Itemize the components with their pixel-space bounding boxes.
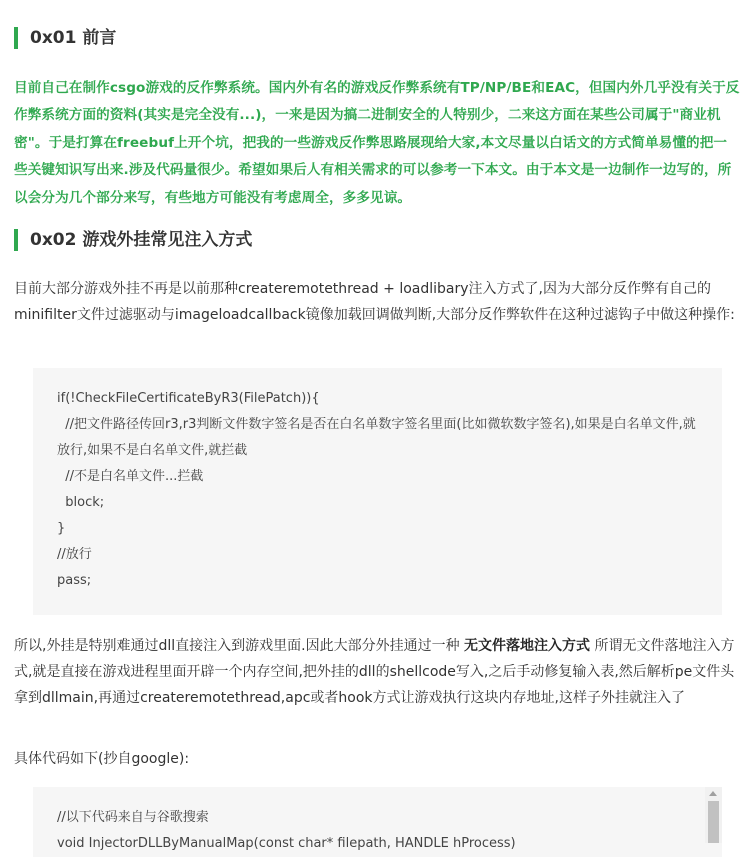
- fileless-text-before: 所以,外挂是特别难通过dll直接注入到游戏里面.因此大部分外挂通过一种: [14, 638, 465, 654]
- injection-paragraph: 目前大部分游戏外挂不再是以前那种createremotethread + loadlibary注入方式了,因为大部分反作弊有自己的minifilter文件过滤驱动与imageloadcallback镜像加载回调做判断,大部分反作弊软件在这种过滤钩子中做这种操作:: [14, 281, 735, 323]
- code-block-manual-map: [33, 787, 722, 857]
- code-block-filter: [33, 368, 722, 615]
- fileless-term: 无文件落地注入方式: [464, 638, 591, 654]
- code-line: }: [57, 521, 66, 536]
- code-line: //放行: [57, 547, 92, 562]
- code-line: if(!CheckFileCertificateByR3(FilePatch)){: [57, 391, 320, 406]
- code-line: //把文件路径传回r3,r3判断文件数字签名是否在白名单数字签名里面(比如微软数字签名),如果是白名单文件,就放行,如果不是白名单文件,就拦截: [57, 417, 696, 458]
- code-line: pass;: [57, 573, 92, 588]
- code-line: //以下代码来自与谷歌搜索: [57, 810, 209, 825]
- code-line: void InjectorDLLByManualMap(const char* filepath, HANDLE hProcess): [57, 836, 516, 851]
- section-heading-injection-methods: 0x02 游戏外挂常见注入方式: [14, 229, 252, 251]
- code-line: block;: [57, 495, 105, 510]
- intro-paragraph: 目前自己在制作csgo游戏的反作弊系统。国内外有名的游戏反作弊系统有TP/NP/BE和EAC，但国内外几乎没有关于反作弊系统方面的资料(其实是完全没有...)，一来是因为搞二进制安全的人特别少，二来这方面在某些公司属于"商业机密"。于是打算在freebuf上开个坑，把我的一些游戏反作弊思路展现给大家,本文尽量以白话文的方式简单易懂的把一些关键知识写出来.涉及代码量很少。希望如果后人有相关需求的可以参考一下本文。由于本文是一边制作一边写的，所以会分为几个部分来写，有些地方可能没有考虑周全，多多见谅。: [14, 80, 740, 206]
- scroll-thumb[interactable]: [708, 801, 719, 843]
- scroll-up-arrow-icon[interactable]: [709, 791, 717, 796]
- code-line: //不是白名单文件...拦截: [57, 469, 204, 484]
- fileless-text-after: 所谓无文件落地注入方式,就是直接在游戏进程里面开辟一个内存空间,把外挂的dll的shellcode写入,之后手动修复输入表,然后解析pe文件头拿到dllmain,再通过createremotethread,apc或者hook方式让游戏执行这块内存地址,这样子外挂就注入了: [14, 638, 735, 706]
- fileless-injection-paragraph: [14, 633, 740, 711]
- code-source-note: 具体代码如下(抄自google):: [14, 751, 190, 767]
- code-scrollbar[interactable]: [705, 787, 722, 843]
- section-heading-preface: 0x01 前言: [14, 27, 116, 49]
